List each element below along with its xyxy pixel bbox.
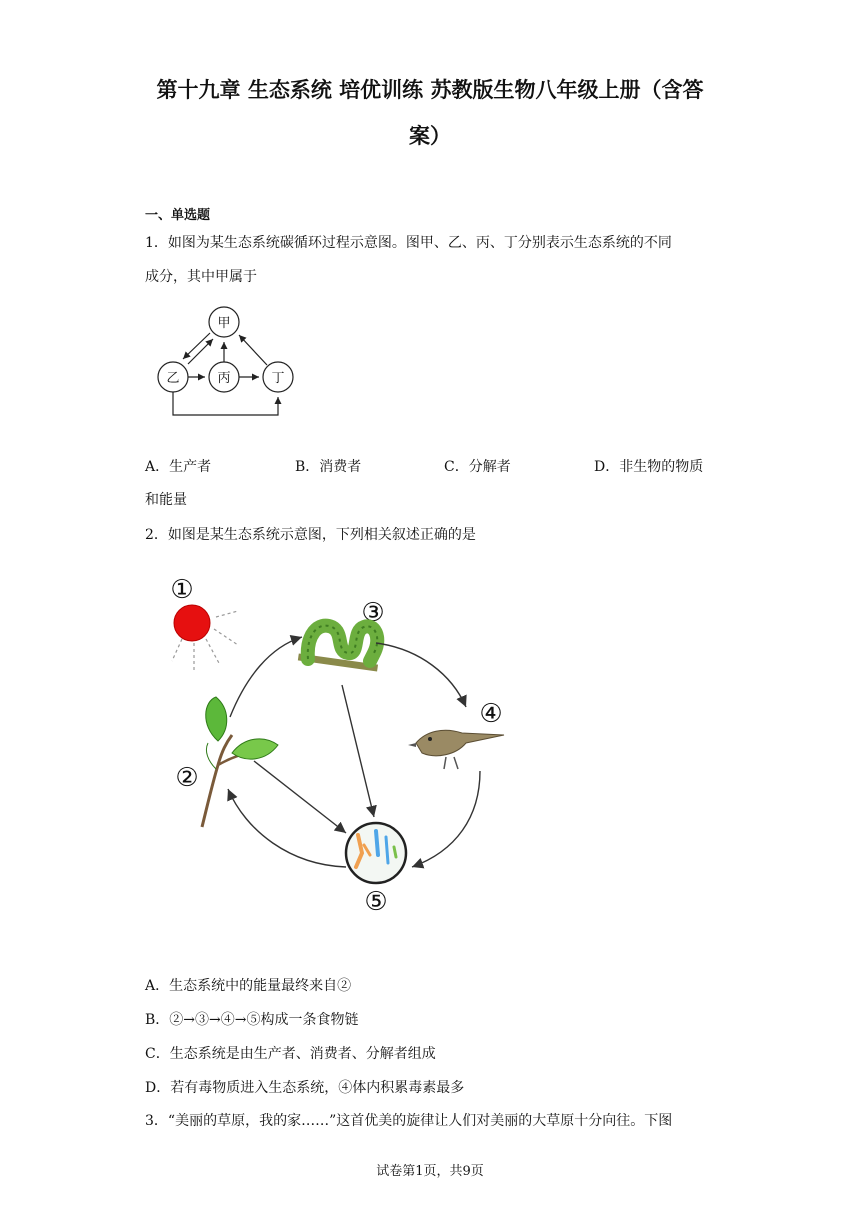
q3-text: 3．“美丽的草原，我的家……”这首优美的旋律让人们对美丽的大草原十分向往。下图 [145, 1113, 673, 1129]
q1-text-line2: 成分，其中甲属于 [145, 269, 257, 285]
arrow-3-to-4 [376, 643, 466, 707]
q1-option-a: A．生产者 [145, 459, 212, 475]
bird-icon [408, 730, 504, 769]
page-footer: 试卷第1页，共9页 [376, 1164, 484, 1179]
arrow-5-to-2 [228, 789, 346, 867]
document-title-line2: 案） [409, 124, 451, 148]
q1-option-c: C．分解者 [444, 459, 511, 475]
sun-icon [174, 605, 210, 641]
node-jia-label: 甲 [217, 316, 231, 331]
node-ding-label: 丁 [271, 371, 285, 386]
ecosystem-diagram [160, 565, 520, 920]
section-heading: 一、单选题 [145, 208, 211, 223]
label-1: ① [170, 575, 194, 605]
arrow-4-to-5 [412, 771, 480, 867]
q1-option-b: B．消费者 [295, 459, 362, 475]
q2-option-d: D．若有毒物质进入生态系统，④体内积累毒素最多 [145, 1080, 465, 1096]
node-bing-label: 丙 [217, 371, 231, 386]
plant-icon [202, 697, 278, 827]
label-4: ④ [479, 699, 503, 729]
node-yi-label: 乙 [166, 371, 180, 386]
caterpillar-icon [298, 626, 378, 672]
q2-text: 2．如图是某生态系统示意图，下列相关叙述正确的是 [145, 527, 476, 543]
arrow-2-to-5 [254, 761, 346, 833]
arrow-ding-to-jia [239, 335, 267, 365]
arrow-3-to-5 [342, 685, 374, 817]
q1-option-d-continued: 和能量 [145, 492, 187, 508]
q1-text-line1: 1．如图为某生态系统碳循环过程示意图。图甲、乙、丙、丁分别表示生态系统的不同 [145, 235, 672, 251]
q2-option-c: C．生态系统是由生产者、消费者、分解者组成 [145, 1046, 436, 1062]
label-3: ③ [361, 598, 385, 628]
label-5: ⑤ [364, 887, 388, 917]
q2-option-b: B．②→③→④→⑤构成一条食物链 [145, 1012, 359, 1028]
label-2: ② [175, 763, 199, 793]
q1-option-d: D．非生物的物质 [594, 459, 704, 475]
carbon-cycle-diagram [150, 300, 310, 425]
q2-option-a: A．生态系统中的能量最终来自② [145, 978, 352, 994]
arrow-yi-to-ding [173, 392, 278, 415]
document-title-line1: 第十九章 生态系统 培优训练 苏教版生物八年级上册（含答 [156, 78, 704, 102]
arrow-2-to-3 [230, 637, 302, 717]
